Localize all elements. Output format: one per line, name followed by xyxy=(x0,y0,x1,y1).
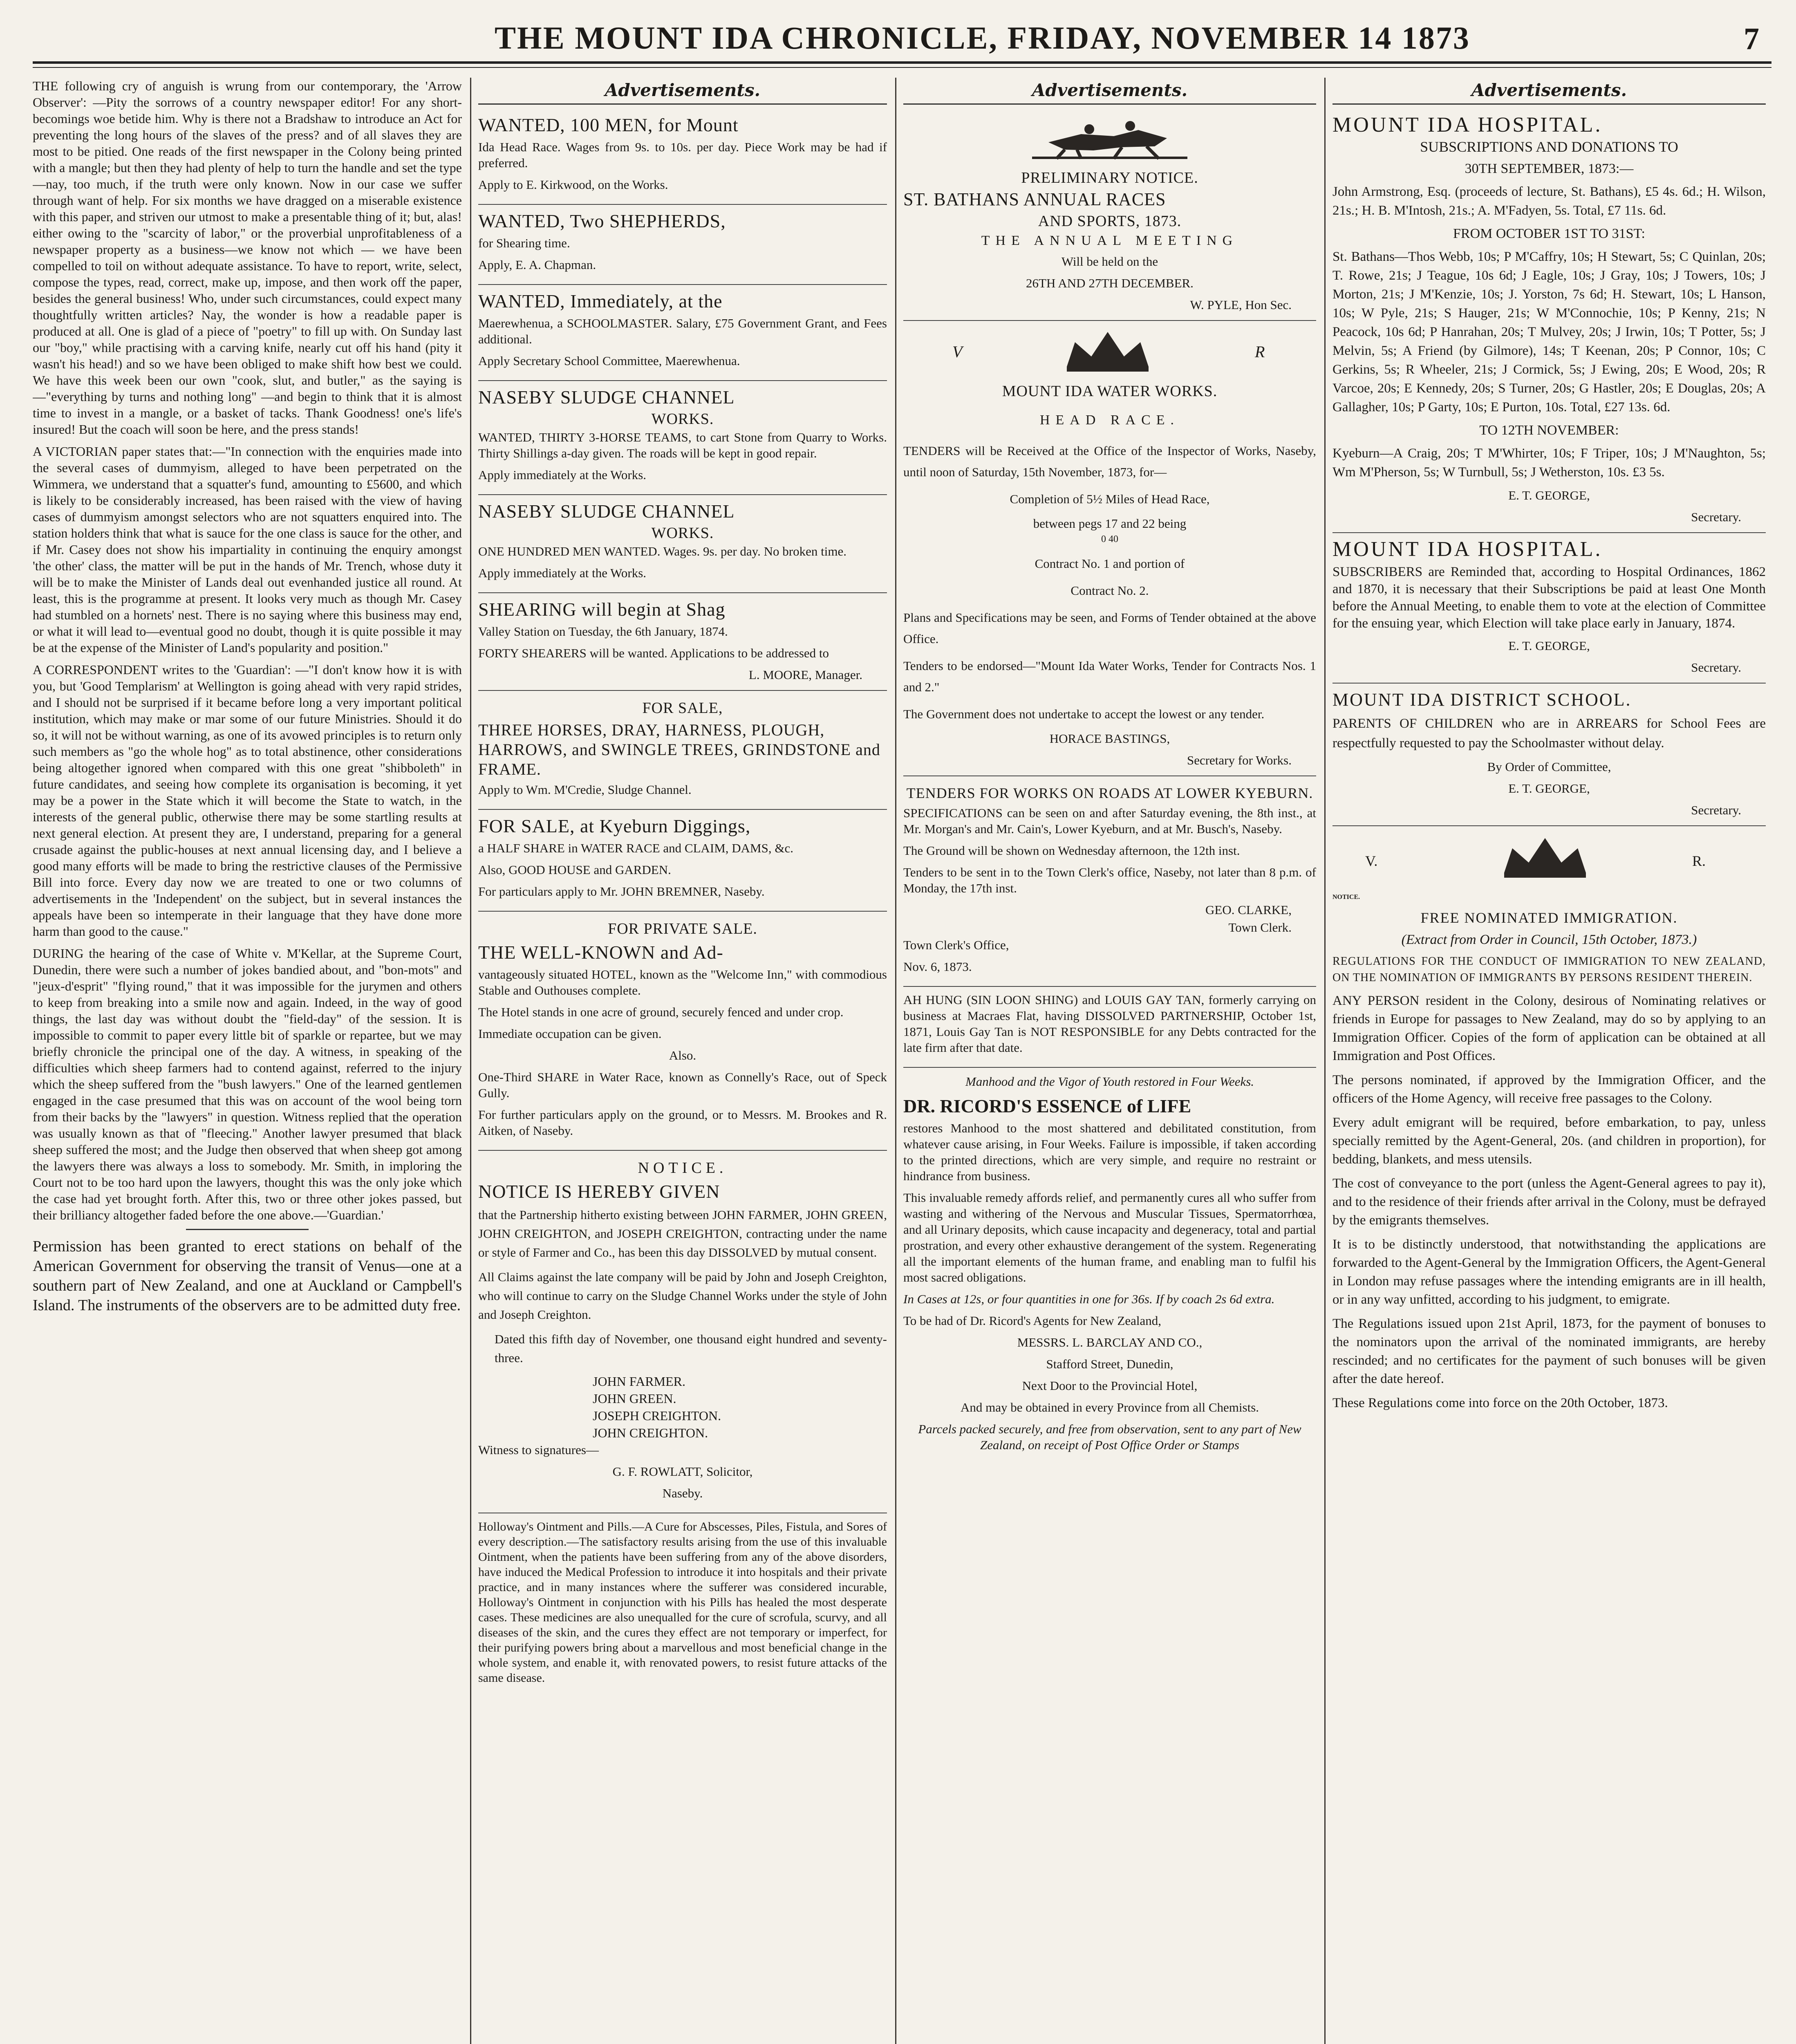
ad-signature: HORACE BASTINGS, xyxy=(1049,731,1170,746)
ad-body: MESSRS. L. BARCLAY AND CO., xyxy=(1017,1335,1203,1349)
ad-signature-title: Secretary. xyxy=(1691,510,1741,524)
crest-r: R xyxy=(1255,343,1265,361)
ad-apply: Apply, E. A. Chapman. xyxy=(478,258,596,272)
crest-v: V xyxy=(952,343,963,361)
ad-signature-title: Secretary. xyxy=(1691,660,1741,675)
ad-body: AH HUNG (SIN LOON SHING) and LOUIS GAY TAN, formerly carrying on business at Macraes Flat, having DISSOLVED PARTNERSHIP, October 1st, 1871, Louis Gay Tan is NOT RESPONSIBLE for any Debts contracted for the late firm after that date. xyxy=(903,993,1316,1055)
column-ads-1 xyxy=(478,78,887,2044)
ad-heading: THREE HORSES, DRAY, HARNESS, PLOUGH, HARROWS, and SWINGLE TREES, GRINDSTONE and FRAME. xyxy=(478,721,880,778)
column-ads-3 xyxy=(1332,78,1766,2044)
ad-hospital-reminder xyxy=(1332,533,1766,684)
ad-body: Town Clerk's Office, xyxy=(903,938,1009,952)
ad-subheading: SUBSCRIPTIONS AND DONATIONS TO xyxy=(1420,139,1678,155)
ad-heading: FREE NOMINATED IMMIGRATION. xyxy=(1420,909,1678,926)
divider xyxy=(186,1229,309,1230)
ad-ah-hung xyxy=(903,987,1316,1068)
ad-races xyxy=(903,109,1316,321)
witness-place: Naseby. xyxy=(662,1486,703,1500)
ad-body: Parcels packed securely, and free from observation, sent to any part of New Zealand, on receipt of Post Office Order or Stamps xyxy=(918,1422,1301,1452)
ad-body: TENDERS will be Received at the Office of the Inspector of Works, Naseby, until noon of Saturday, 15th November, 1873, for— xyxy=(903,444,1316,479)
ad-apply: Apply to E. Kirkwood, on the Works. xyxy=(478,177,668,192)
ad-body: ONE HUNDRED MEN WANTED. Wages. 9s. per day. No broken time. xyxy=(478,544,846,558)
ad-subheading: WORKS. xyxy=(651,410,714,428)
crest-v: V. xyxy=(1365,853,1378,869)
ad-extract: (Extract from Order in Council, 15th October, 1873.) xyxy=(1401,932,1697,947)
ad-heading: DR. RICORD'S ESSENCE of LIFE xyxy=(903,1096,1191,1116)
ad-for-sale-kyeburn xyxy=(478,810,887,912)
ad-body: Next Door to the Provincial Hotel, xyxy=(1022,1378,1198,1393)
ad-heading: TENDERS FOR WORKS ON ROADS AT LOWER KYEBURN. xyxy=(906,785,1313,801)
masthead-rule xyxy=(33,61,1771,64)
ad-subheading: WORKS. xyxy=(651,524,714,542)
ad-body: between pegs 17 and 22 being xyxy=(1033,516,1187,531)
ad-title: FOR PRIVATE SALE. xyxy=(608,920,757,937)
ad-body: a HALF SHARE in WATER RACE and CLAIM, DAMS, &c. xyxy=(478,841,793,855)
ad-roads-kyeburn xyxy=(903,776,1316,987)
ad-apply: Apply immediately at the Works. xyxy=(478,468,647,482)
annual-meeting: THE ANNUAL MEETING xyxy=(981,233,1238,248)
ad-body: SUBSCRIBERS are Reminded that, according to Hospital Ordinances, 1862 and 1870, it is necessary that their Subscriptions be paid at least One Month before the Annual Meeting, to enable them to vote at the election of Committee for the ensuing year, which Election will take place early in January, 1874. xyxy=(1332,565,1766,631)
ad-body: The Hotel stands in one acre of ground, securely fenced and under crop. xyxy=(478,1005,844,1019)
ad-subheading: AND SPORTS, 1873. xyxy=(1038,213,1182,230)
ad-heading: NOTICE IS HEREBY GIVEN xyxy=(478,1181,720,1202)
ad-body: For particulars apply to Mr. JOHN BREMNER, Naseby. xyxy=(478,884,765,899)
ad-body: By Order of Committee, xyxy=(1487,760,1611,774)
ad-heading: FOR SALE, at Kyeburn Diggings, xyxy=(478,816,751,836)
ad-signature-title: Secretary. xyxy=(1691,803,1741,817)
signatory: JOHN GREEN. xyxy=(593,1391,676,1406)
ad-body: Holloway's Ointment and Pills.—A Cure for Abscesses, Piles, Fistula, and Sores of every description.—The satisfactory results arising from the use of this invaluable Ointment, when the patients have been suffering from any of the above disorders, have induced the Medical Profession to introduce it into hospitals and their private practice, and in many instances where the sufferer was considered incurable, Holloway's Ointment in conjunction with his Pills has healed the most desperate cases. These medicines are also unequalled for the cure of scrofula, scurvy, and all diseases of the skin, and the cures they effect are not temporary or imperfect, for their purifying powers bring about a marvellous and most beneficial change in the whole system, and enable it, with renovated powers, to resist future attacks of the same disease. xyxy=(478,1520,887,1685)
column-rule xyxy=(1324,78,1326,2044)
masthead-title: THE MOUNT IDA CHRONICLE, FRIDAY, NOVEMBER 14 1873 xyxy=(495,20,1470,56)
article-paragraph: A VICTORIAN paper states that:—"In connection with the enquiries made into the several cases of dummyism, alleged to have been perpetrated on the Wimmera, we understand that a squatter's fund, amounting to £5600, and which is likely to be considerably increased, has been raised with the view of having cases of dummyism amongst selectors who are not squatters enquired into. The station holders think that what is sauce for the one class is sauce for the other, and if Mr. Casey does not show his impartiality in continuing the enquiry amongst 'the other' class, the matter will be put in the hands of Mr. Trench, whose duty it will be to make the Minister of Lands deal out evenhanded justice all round. At least, this is the programme at present. It looks very much as though Mr. Casey had stumbled on a hornets' nest. There is no saying where this business may end, or what it will lead to—eventual good no doubt, though it is quite possible it may be at the expense of the Minister of Land's popularity and position." xyxy=(33,444,462,655)
donor-list: Kyeburn—A Craig, 20s; T M'Whirter, 10s; F Triper, 10s; J M'Naughton, 5s; Wm M'Pherson, 5s; W Turnbull, 5s; J Wetherston, 10s. £3 5s. xyxy=(1332,446,1766,480)
ad-body: Also, GOOD HOUSE and GARDEN. xyxy=(478,863,671,877)
column-rule xyxy=(470,78,471,2044)
royal-crest xyxy=(1332,832,1766,885)
ad-body: Will be held on the xyxy=(1061,254,1158,269)
ad-signature: E. T. GEORGE, xyxy=(1508,488,1590,502)
ad-body: It is to be distinctly understood, that notwithstanding the applications are forwarded to the Agent-General by the Immigration Officers, the Agent-General in London may refuse passages where the intending emigrants are in ill health, or in any way unfitted, according to his judgment, to emigrate. xyxy=(1332,1237,1766,1307)
column-heading: Advertisements. xyxy=(903,80,1316,105)
ad-apply: Apply to Wm. M'Credie, Sludge Channel. xyxy=(478,782,692,797)
ad-signature: W. PYLE, Hon Sec. xyxy=(1190,298,1292,312)
ad-apply: Apply immediately at the Works. xyxy=(478,566,647,580)
masthead xyxy=(33,12,1771,74)
ad-body: Completion of 5½ Miles of Head Race, xyxy=(1010,492,1210,506)
ad-heading: MOUNT IDA DISTRICT SCHOOL. xyxy=(1332,690,1632,710)
ad-body: Tenders to be endorsed—"Mount Ida Water Works, Tender for Contracts Nos. 1 and 2." xyxy=(903,659,1316,694)
ad-body: And may be obtained in every Province from all Chemists. xyxy=(960,1400,1259,1414)
ad-hospital-subscriptions xyxy=(1332,109,1766,533)
ad-body: Contract No. 2. xyxy=(1070,583,1149,598)
ad-body: for Shearing time. xyxy=(478,236,570,250)
signatory: JOHN CREIGHTON. xyxy=(593,1425,708,1440)
article-paragraph: A CORRESPONDENT writes to the 'Guardian': —"I don't know how it is with you, but 'Good Templarism' at Wellington is going ahead with very rapid strides, and I should not be surprised if it became before long a very important political institution, which may make or mar some of our future Ministries. Should it do so, it will not be without warning, as one of its avowed principles is to return only such members as "go the whole hog" as to total abstinence, other considerations being altogether ignored when compared with this one great "shibboleth" in future candidates, and seeing how complete its organisation is becoming, it yet may be a power in the State which it will become the State to watch, in the interests of the general public, otherwise there may be some startling results at next general election. At present they are, I understand, preparing for a general crusade against the public-houses at next annual licensing day, and I believe a good many efforts will be made to bring the restrictive clauses of the Permissive Bill into force. Every day now we are treated to one or two columns of advertisements in the 'Independent' on the subject, but in several instances the appeals have been so intemperate in their language that they have done more harm than good to the cause." xyxy=(33,662,462,939)
regulations-heading: REGULATIONS FOR THE CONDUCT OF IMMIGRATION TO NEW ZEALAND, ON THE NOMINATION OF IMMIGRANTS BY PERSONS RESIDENT THEREIN. xyxy=(1332,955,1766,984)
signatory: JOSEPH CREIGHTON. xyxy=(593,1408,721,1423)
ad-body: 0 40 xyxy=(1101,534,1118,545)
column-news xyxy=(33,78,462,2044)
ad-heading: WANTED, Immediately, at the xyxy=(478,291,723,312)
ad-body: This invaluable remedy affords relief, and permanently cures all who suffer from wasting and withering of the Nervous and Muscular Tissues, Spermatorrhœa, and all Urinary deposits, which cause incapacity and degeneracy, total and partial prostration, and every other exhaustive derangement of the system. Regenerating all the important elements of the human frame, and enabling man to fulfil his most sacred obligations. xyxy=(903,1190,1316,1284)
ad-body: Immediate occupation can be given. xyxy=(478,1026,662,1041)
ad-signature: GEO. CLARKE, xyxy=(1205,903,1292,917)
crest-r: R. xyxy=(1692,853,1706,869)
ad-wanted-schoolmaster xyxy=(478,285,887,381)
ad-body: Every adult emigrant will be required, before embarkation, to pay, unless specially remitted by the Agent-General, 20s. (and children in proportion), for bedding, blankets, and mess utensils. xyxy=(1332,1115,1766,1167)
ad-immigration xyxy=(1332,826,1766,1412)
ad-body: Stafford Street, Dunedin, xyxy=(1046,1357,1173,1371)
ad-sludge-channel-men xyxy=(478,495,887,593)
ad-body: Also. xyxy=(669,1048,696,1062)
ad-date: 30TH SEPTEMBER, 1873:— xyxy=(1465,161,1634,176)
ad-body: The Regulations issued upon 21st April, 1873, for the payment of bonuses to the nominators upon the arrival of the nominated immigrants, are hereby rescinded; and no certificates for the payment of such bonuses will be given after the date hereof. xyxy=(1332,1316,1766,1386)
ad-signature-title: Secretary for Works. xyxy=(1187,753,1292,767)
ad-signature-title: Town Clerk. xyxy=(1228,920,1292,935)
crown-icon xyxy=(1059,326,1157,375)
ad-body: All Claims against the late company will be paid by John and Joseph Creighton, who will continue to carry on the Sludge Channel Works under the style of John and Joseph Creighton. xyxy=(478,1270,887,1322)
transit-of-venus-paragraph: Permission has been granted to erect stations on behalf of the American Government for observing the transit of Venus—one at a southern part of New Zealand, and one at Auckland or Campbell's Island. The instruments of the observers are to be admitted duty free. xyxy=(33,1238,462,1314)
ad-district-school xyxy=(1332,684,1766,826)
ad-body: For further particulars apply on the ground, or to Messrs. M. Brookes and R. Aitken, of Naseby. xyxy=(478,1107,887,1138)
race-dates: 26TH AND 27TH DECEMBER. xyxy=(1026,276,1194,290)
article-paragraph: DURING the hearing of the case of White v. M'Kellar, at the Supreme Court, Dunedin, there were such a number of jokes bandied about, and "bon-mots" and "jeux-d'esprit" "flying round," that it was impossible for the jurymen and others to keep from breaking into a smile now and again. Indeed, in the way of good things, the last day was without doubt the "field-day" of the session. It is impossible to commit to paper every little bit of sparkle or repartee, but we may briefly chronicle the principal one of the day. A witness, in speaking of the difficulties which sheep farmers had to contend against, referred to the injury which the sheep suffered from the "bush lawyers." One of the learned gentlemen engaged in the case presumed that this was on account of the wool being torn from their backs by the "lawyers" in question. Witness replied that the operation was usually known as that of "fleecing." Another lawyer presumed that black sheep suffered the most; and the Judge then observed that when sheep got among the lawyers there was always a loss to somebody. Mr. Smith, in imploring the Court not to be too hard upon the lawyers, thought this was the only joke which the case had yet brought forth. After this, two or three other jokes passed, but their brilliancy altogether faded before the one above.—'Guardian.' xyxy=(33,946,462,1222)
ad-heading: WANTED, Two SHEPHERDS, xyxy=(478,211,726,231)
ad-body: Ida Head Race. Wages from 9s. to 10s. per day. Piece Work may be had if preferred. xyxy=(478,140,887,170)
ad-body: One-Third SHARE in Water Race, known as Connelly's Race, out of Speck Gully. xyxy=(478,1070,887,1100)
ad-sludge-channel-teams xyxy=(478,381,887,495)
ad-tagline: Manhood and the Vigor of Youth restored in Four Weeks. xyxy=(965,1074,1254,1089)
ad-water-works xyxy=(903,321,1316,776)
ad-body: FORTY SHEARERS will be wanted. Applications to be addressed to xyxy=(478,646,829,660)
horse-race-illustration xyxy=(1032,118,1187,167)
witness-name: G. F. ROWLATT, Solicitor, xyxy=(612,1464,753,1479)
ad-title: NOTICE. xyxy=(638,1159,728,1177)
ad-body: Dated this fifth day of November, one thousand eight hundred and seventy-three. xyxy=(495,1332,887,1365)
ad-body: WANTED, THIRTY 3-HORSE TEAMS, to cart Stone from Quarry to Works. Thirty Shillings a-day given. The roads will be kept in good repair. xyxy=(478,430,887,460)
ad-date: TO 12TH NOVEMBER: xyxy=(1479,423,1619,438)
ad-ricord xyxy=(903,1068,1316,1453)
ad-body: vantageously situated HOTEL, known as the "Welcome Inn," with commodious Stable and Outhouses complete. xyxy=(478,967,887,997)
ad-body: The cost of conveyance to the port (unless the Agent-General agrees to pay it), and to the residence of their friends after arrival in the Colony, must be defrayed by the emigrants themselves. xyxy=(1332,1176,1766,1228)
head-race: HEAD RACE. xyxy=(1039,412,1180,428)
ad-private-sale-hotel xyxy=(478,912,887,1151)
ad-heading: WANTED, 100 MEN, for Mount xyxy=(478,114,739,135)
ad-signature: E. T. GEORGE, xyxy=(1508,781,1590,796)
ad-for-sale-horses xyxy=(478,691,887,810)
ad-title: NOTICE. xyxy=(1332,894,1360,901)
ad-body: SPECIFICATIONS can be seen on and after Saturday evening, the 8th inst., at Mr. Morgan's and Mr. Cain's, Lower Kyeburn, and at Mr. Busch's, Naseby. xyxy=(903,806,1316,836)
ad-body: Contract No. 1 and portion of xyxy=(1035,556,1185,571)
ad-heading: SHEARING will begin at Shag xyxy=(478,599,726,620)
ad-apply: Apply Secretary School Committee, Maerewhenua. xyxy=(478,354,740,368)
ad-title: FOR SALE, xyxy=(642,699,723,717)
crown-icon xyxy=(1496,832,1594,881)
ad-heading: ST. BATHANS ANNUAL RACES xyxy=(903,189,1166,209)
ad-body: The Ground will be shown on Wednesday afternoon, the 12th inst. xyxy=(903,843,1240,858)
ad-body: that the Partnership hitherto existing between JOHN FARMER, JOHN GREEN, JOHN CREIGHTON, and JOSEPH CREIGHTON, contracting under the name or style of Farmer and Co., has been this day DISSOLVED by mutual consent. xyxy=(478,1208,887,1260)
ad-heading: MOUNT IDA HOSPITAL. xyxy=(1332,538,1603,561)
ad-body: ANY PERSON resident in the Colony, desirous of Nominating relatives or friends in Europe for passages to New Zealand, may do so by applying to an Immigration Officer. Copies of the form of application can be obtained at all Immigration and Post Offices. xyxy=(1332,993,1766,1063)
article-paragraph: THE following cry of anguish is wrung from our contemporary, the 'Arrow Observer': —Pity the sorrows of a country newspaper editor! For any short-becomings woe betide him. Why is there not a Bradshaw to introduce an Act for preventing the long hours of the slaves of the press? and of all slaves they are most to be pitied. One reads of the first newspaper in the Colony being printed with a mangle; but then they had plenty of help to turn the handle and set the type—nay, too much, if the truth were only known. Now in our case we suffer through want of help. For six months we have dragged on a miserable existence with this paper, and striven our utmost to make a presentable thing of it; but, alas! either owing to the "scarcity of labor," or the proverbial unprofitableness of a newspaper property as a business—we know not which — we have been compelled to toil on without adequate assistance. To have to report, write, select, compose the types, read, correct, make up, impose, and then work off the paper, besides the general business! Who, under such circumstances, could expect many thoughtfully written articles? Nay, the wonder is how a readable paper is produced at all. One is glad of a piece of "poetry" to fill up with. On Sunday last our "boy," while practising with a carving knife, nearly cut off his hand (pity it wasn't his head!) and so we have been obliged to make shift how best we could. We have this week been our own "cook, slut, and butler," as the saying is—"everything by turns and nothing long" —and begin to think that it is almost time to invest in a mangle, or a basket of tacks. Thank Goodness! one's life's insured! But the coach will soon be here, and the press stands! xyxy=(33,78,462,437)
ad-heading: MOUNT IDA WATER WORKS. xyxy=(1002,383,1218,400)
ad-wanted-100-men xyxy=(478,109,887,205)
ad-body: Witness to signatures— xyxy=(478,1443,599,1457)
ad-wanted-shepherds xyxy=(478,205,887,285)
page-number: 7 xyxy=(1744,22,1759,56)
column-rule xyxy=(895,78,896,2044)
masthead-rule-thin xyxy=(33,67,1771,68)
ad-heading: NASEBY SLUDGE CHANNEL xyxy=(478,501,735,522)
ad-body: To be had of Dr. Ricord's Agents for New Zealand, xyxy=(903,1313,1162,1328)
ad-signature: L. MOORE, Manager. xyxy=(748,668,862,682)
ad-body: Tenders to be sent in to the Town Clerk's office, Naseby, not later than 8 p.m. of Monday, the 17th inst. xyxy=(903,865,1316,895)
ad-date: FROM OCTOBER 1ST TO 31ST: xyxy=(1453,226,1646,241)
ad-heading: NASEBY SLUDGE CHANNEL xyxy=(478,387,735,408)
prelim-notice: PRELIMINARY NOTICE. xyxy=(1021,169,1198,186)
ad-body: restores Manhood to the most shattered and debilitated constitution, from whatever cause arising, in Four Weeks. Failure is impossible, if taken according to the printed directions, which are very simple, and require no restraint or hindrance from business. xyxy=(903,1121,1316,1183)
ad-shearing xyxy=(478,593,887,691)
ad-body: In Cases at 12s, or four quantities in one for 36s. If by coach 2s 6d extra. xyxy=(903,1292,1275,1306)
ad-body: The Government does not undertake to accept the lowest or any tender. xyxy=(903,707,1265,721)
donor-list: St. Bathans—Thos Webb, 10s; P M'Caffry, 10s; H Stewart, 5s; C Quinlan, 20s; T. Rowe, 21s; J Teague, 10s 6d; J Eagle, 10s; J Gray, 10s; J Towers, 10s; J Morton, 21s; J M'Kenzie, 10s; J. Yorston, 7s 6d; H. Stewart, 10s; L Hanson, 10s; W Pyle, 21s; S Hauger, 21s; W M'Connochie, 10s; P Kenny, 21s; N Peacock, 10s 6d; P Hanrahan, 20s; T Mulvey, 20s; J Irwin, 10s; T Potter, 5s; J Melvin, 5s; A Friend (by Gilmore), 14s; T Keenan, 20s; P Connor, 10s; C Gerkins, 5s; R Wheeler, 21s; J Cormick, 5s; J Ewing, 20s; E Wood, 20s; R Varcoe, 20s; E Kennedy, 20s; S Turner, 20s; G Hastler, 20s; E Douglas, 20s; A Gallagher, 10s; P Garty, 10s; E Purton, 10s. Total, £27 13s. 6d. xyxy=(1332,249,1766,415)
ad-partnership-notice xyxy=(478,1151,887,1513)
ad-body: Nov. 6, 1873. xyxy=(903,959,972,974)
ad-body: Plans and Specifications may be seen, and Forms of Tender obtained at the above Office. xyxy=(903,610,1316,646)
ad-body: Valley Station on Tuesday, the 6th January, 1874. xyxy=(478,624,728,639)
ad-heading: THE WELL-KNOWN and Ad- xyxy=(478,942,723,963)
ad-heading: MOUNT IDA HOSPITAL. xyxy=(1332,113,1603,137)
royal-crest xyxy=(903,326,1316,379)
ad-body: These Regulations come into force on the 20th October, 1873. xyxy=(1332,1395,1668,1410)
ad-body: The persons nominated, if approved by the Immigration Officer, and the officers of the Home Agency, will receive free passages to the Colony. xyxy=(1332,1072,1766,1106)
signatory: JOHN FARMER. xyxy=(593,1374,685,1389)
ad-body: Maerewhenua, a SCHOOLMASTER. Salary, £75 Government Grant, and Fees additional. xyxy=(478,316,887,346)
ad-holloway xyxy=(478,1513,887,1685)
column-heading: Advertisements. xyxy=(478,80,887,105)
ad-signature: E. T. GEORGE, xyxy=(1508,639,1590,653)
ad-body: PARENTS OF CHILDREN who are in ARREARS for School Fees are respectfully requested to pay the Schoolmaster without delay. xyxy=(1332,716,1766,751)
column-ads-2 xyxy=(903,78,1316,2044)
donor-list: John Armstrong, Esq. (proceeds of lecture, St. Bathans), £5 4s. 6d.; H. Wilson, 21s.; H. B. M'Intosh, 21s.; A. M'Fadyen, 5s. Total, £7 11s. 6d. xyxy=(1332,184,1766,218)
column-heading: Advertisements. xyxy=(1332,80,1766,105)
